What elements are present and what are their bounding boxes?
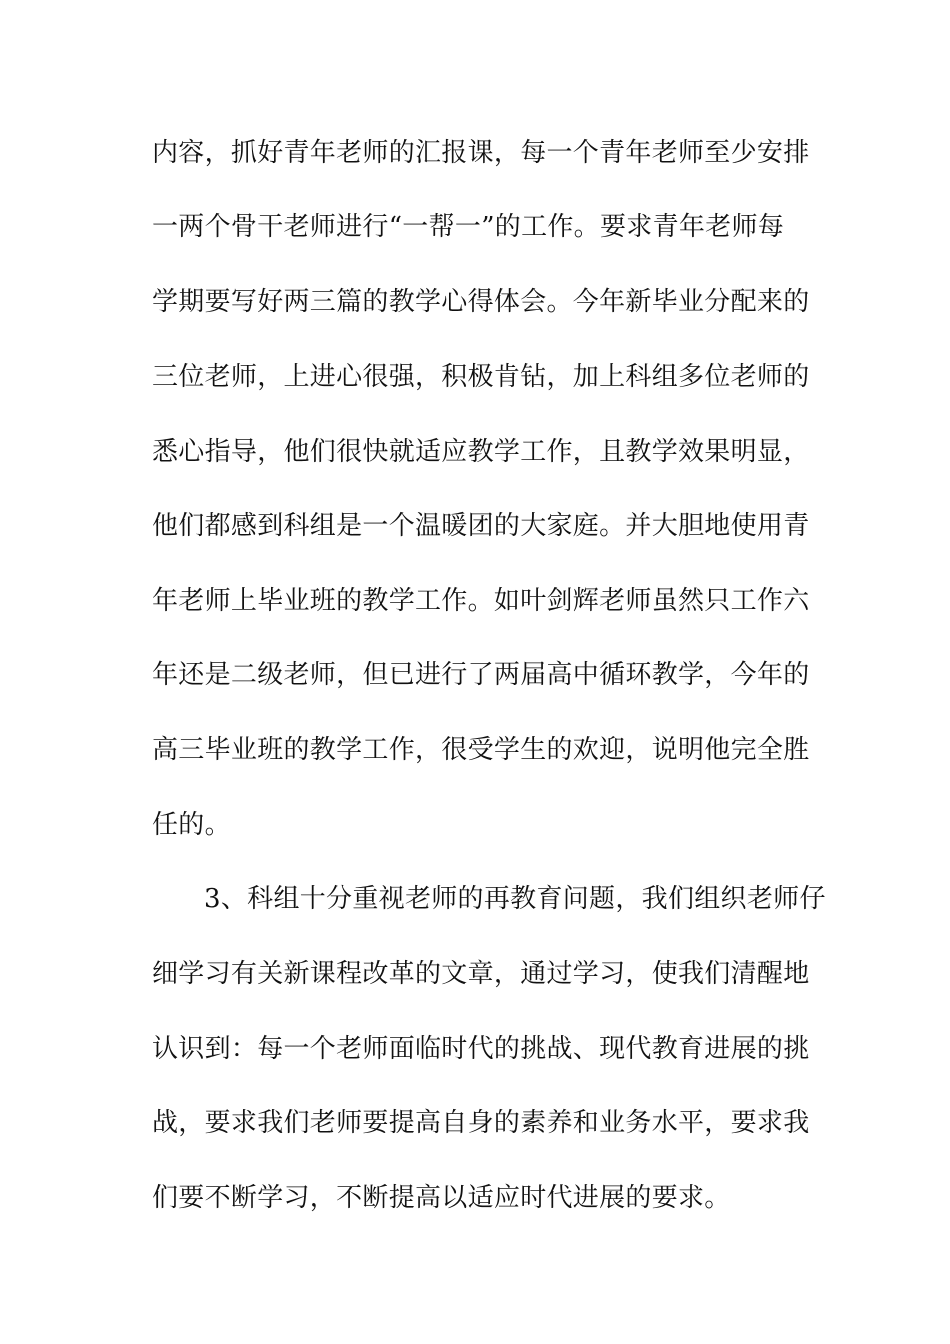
paragraph-1-line-8: 年还是二级老师，但已进行了两届高中循环教学，今年的 xyxy=(152,660,810,690)
paragraph-1-line-6: 他们都感到科组是一个温暖团的大家庭。并大胆地使用青 xyxy=(152,511,810,541)
paragraph-2-line-4: 战，要求我们老师要提高自身的素养和业务水平，要求我 xyxy=(152,1108,810,1138)
paragraph-2-line-5: 们要不断学习，不断提高以适应时代进展的要求。 xyxy=(152,1183,731,1213)
paragraph-1-line-2: 一两个骨干老师进行“一帮一”的工作。要求青年老师每 xyxy=(152,212,785,242)
paragraph-1-line-9: 高三毕业班的教学工作，很受学生的欢迎，说明他完全胜 xyxy=(152,735,810,765)
paragraph-1-line-7: 年老师上毕业班的教学工作。如叶剑辉老师虽然只工作六 xyxy=(152,586,810,616)
paragraph-1-line-5: 悉心指导，他们很快就适应教学工作，且教学效果明显， xyxy=(152,437,810,467)
paragraph-2-line-2: 细学习有关新课程改革的文章，通过学习，使我们清醒地 xyxy=(152,959,810,989)
paragraph-1-line-1: 内容，抓好青年老师的汇报课，每一个青年老师至少安排 xyxy=(152,138,810,168)
paragraph-1-line-10: 任的。 xyxy=(152,810,231,840)
paragraph-1-line-3: 学期要写好两三篇的教学心得体会。今年新毕业分配来的 xyxy=(152,287,810,317)
paragraph-1-line-4: 三位老师，上进心很强，积极肯钻，加上科组多位老师的 xyxy=(152,362,810,392)
paragraph-2-line-3: 认识到：每一个老师面临时代的挑战、现代教育进展的挑 xyxy=(152,1034,810,1064)
paragraph-2-line-1: 3、科组十分重视老师的再教育问题，我们组织老师仔 xyxy=(204,884,826,914)
